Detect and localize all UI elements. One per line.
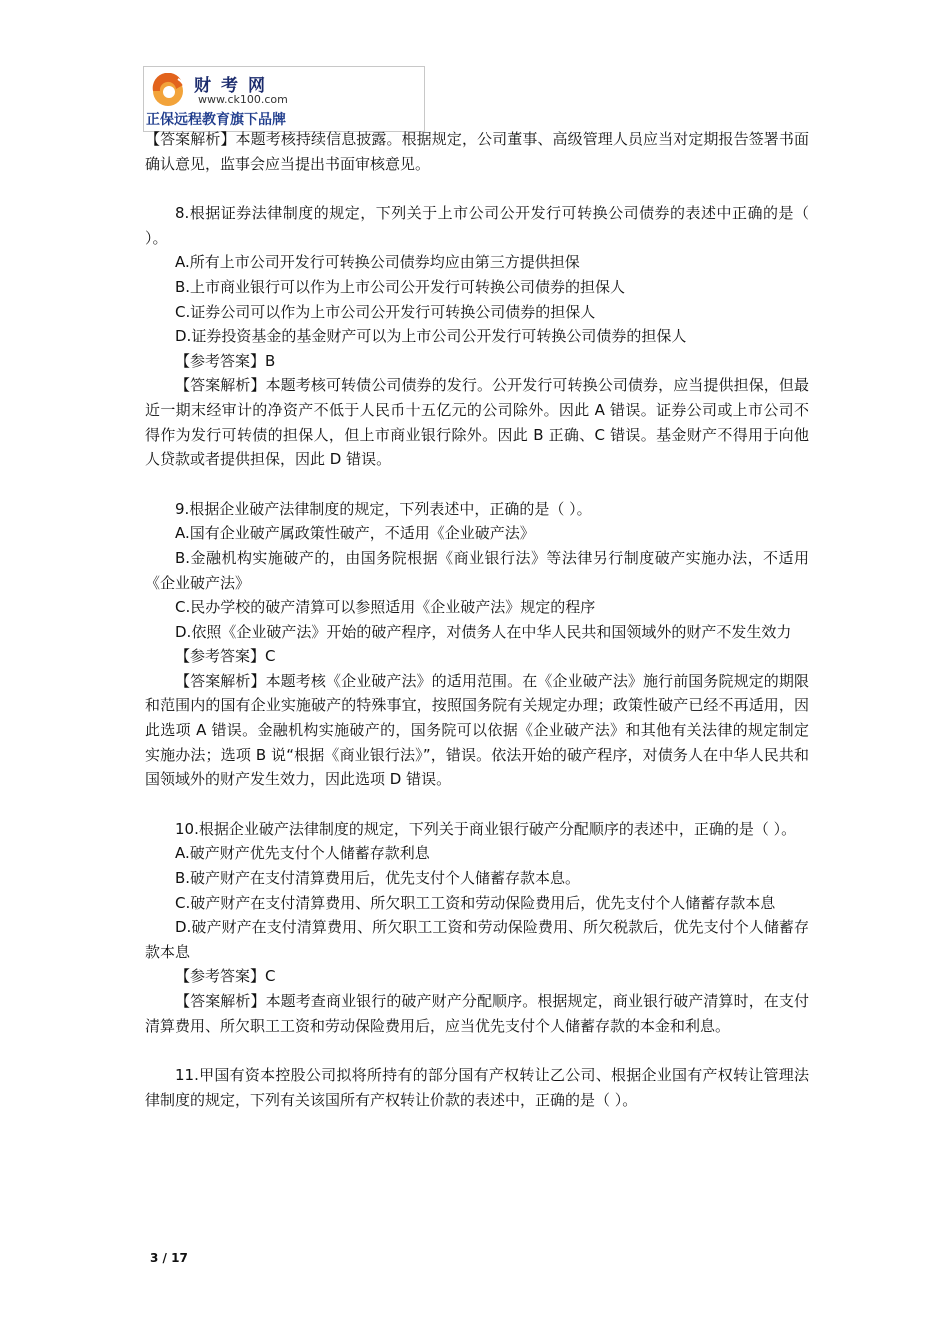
- q10-option-b: B.破产财产在支付清算费用后，优先支付个人储蓄存款本息。: [175, 869, 581, 888]
- ck100-logo: [143, 66, 425, 132]
- q8-option-c: C.证券公司可以作为上市公司公开发行可转换公司债券的担保人: [175, 302, 596, 321]
- q8-analysis: 【答案解析】本题考核可转债公司债券的发行。公开发行可转换公司债券，应当提供担保，但最近一期末经审计的净资产不低于人民币十五亿元的公司除外。因此 A 错误。证券公司或上市公司不得作为发行可转债的担保人，但上市商业银行除外。因此 B 正确、C 错误。基金财产不得用于向他人贷款或者提供担保，因此 D 错误。: [145, 376, 809, 469]
- q10-option-a: A.破产财产优先支付个人储蓄存款利息: [175, 844, 430, 863]
- q8-stem: 8.根据证券法律制度的规定，下列关于上市公司公开发行可转换公司债券的表述中正确的是（ ）。: [145, 204, 809, 247]
- q10-option-d: D.破产财产在支付清算费用、所欠职工工资和劳动保险费用、所欠税款后，优先支付个人储蓄存款本息: [145, 918, 809, 961]
- q7-analysis: 【答案解析】本题考核持续信息披露。根据规定，公司董事、高级管理人员应当对定期报告签署书面确认意见，监事会应当提出书面审核意见。: [145, 130, 809, 173]
- logo-brand-name: 财考网: [194, 76, 275, 96]
- q10-stem: 10.根据企业破产法律制度的规定，下列关于商业银行破产分配顺序的表述中，正确的是（ ）。: [175, 819, 797, 838]
- q8-answer: 【参考答案】B: [175, 351, 276, 370]
- document-body: [145, 127, 809, 1112]
- q10-analysis: 【答案解析】本题考查商业银行的破产财产分配顺序。根据规定，商业银行破产清算时，在支付清算费用、所欠职工工资和劳动保险费用后，应当优先支付个人储蓄存款的本金和利息。: [145, 992, 809, 1035]
- q9-analysis: 【答案解析】本题考核《企业破产法》的适用范围。在《企业破产法》施行前国务院规定的期限和范围内的国有企业实施破产的特殊事宜，按照国务院有关规定办理；政策性破产已经不再适用，因此选项 A 错误。金融机构实施破产的，国务院可以依据《企业破产法》和其他有关法律的规定制定实施办法；选项 B 说“根据《商业银行法》”，错误。依法开始的破产程序，对债务人在中华人民共和国领域外的财产发生效力，因此选项 D 错误。: [145, 671, 809, 789]
- q10-answer: 【参考答案】C: [175, 967, 276, 986]
- q9-option-b: B.金融机构实施破产的，由国务院根据《商业银行法》等法律另行制度破产实施办法，不适用《企业破产法》: [145, 548, 809, 592]
- q9-stem: 9.根据企业破产法律制度的规定，下列表述中，正确的是（ ）。: [175, 499, 592, 518]
- q9-option-d: D.依照《企业破产法》开始的破产程序，对债务人在中华人民共和国领域外的财产不发生效力: [175, 622, 792, 641]
- q11-stem: 11.甲国有资本控股公司拟将所持有的部分国有产权转让乙公司、根据企业国有产权转让管理法律制度的规定，下列有关该国所有产权转让价款的表述中，正确的是（ ）。: [145, 1066, 809, 1109]
- q8-option-d: D.证券投资基金的基金财产可以为上市公司公开发行可转换公司债券的担保人: [175, 327, 687, 346]
- ck100-swirl-logo-icon: [148, 73, 192, 109]
- q8-option-a: A.所有上市公司开发行可转换公司债券均应由第三方提供担保: [175, 253, 580, 272]
- q9-option-c: C.民办学校的破产清算可以参照适用《企业破产法》规定的程序: [175, 598, 596, 617]
- q8-option-b: B.上市商业银行可以作为上市公司公开发行可转换公司债券的担保人: [175, 277, 626, 296]
- logo-slogan: 正保远程教育旗下品牌: [146, 112, 286, 128]
- q10-option-c: C.破产财产在支付清算费用、所欠职工工资和劳动保险费用后，优先支付个人储蓄存款本息: [175, 893, 776, 912]
- page-number: 3 / 17: [150, 1251, 188, 1265]
- logo-url: www.ck100.com: [198, 93, 288, 106]
- q9-answer: 【参考答案】C: [175, 647, 276, 666]
- q9-option-a: A.国有企业破产属政策性破产，不适用《企业破产法》: [175, 524, 535, 543]
